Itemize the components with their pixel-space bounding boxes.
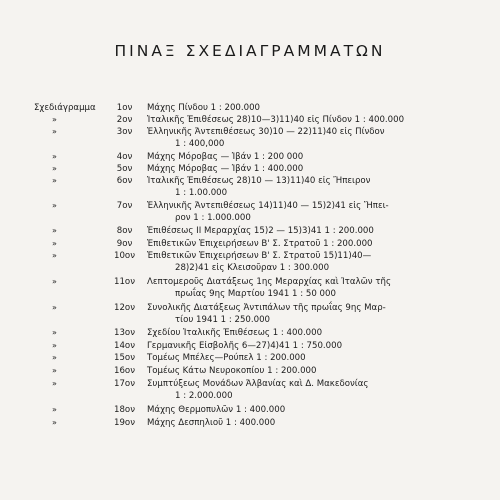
entry-description-continued: πρωΐας 9ης Μαρτίου 1941 1 : 50 000 bbox=[175, 289, 336, 299]
entry-description: Μάχης Δεσπηλιοῦ 1 : 400.000 bbox=[147, 418, 276, 428]
entry-number: 9ον bbox=[116, 239, 133, 249]
ditto-mark: » bbox=[52, 418, 57, 427]
ditto-mark: » bbox=[52, 328, 57, 337]
entry-number: 14ον bbox=[114, 341, 135, 351]
entry-description: Μάχης Μόροβας — Ἰβάν 1 : 200 000 bbox=[147, 152, 304, 162]
entry-number: 2ον bbox=[116, 115, 133, 125]
entry-description-continued: ρον 1 : 1.000.000 bbox=[175, 213, 251, 223]
entry-description: Μάχης Μόροβας — Ἰβάν 1 : 400.000 bbox=[147, 164, 304, 174]
ditto-mark: » bbox=[52, 303, 57, 312]
entry-description-continued: τίου 1941 1 : 250.000 bbox=[175, 315, 271, 325]
entry-description: Συνολικῆς Διατάξεως Ἀντιπάλων τῆς πρωΐας 9ης Μαρ- bbox=[147, 303, 386, 313]
entry-description: Σχεδίου Ἰταλικῆς Ἐπιθέσεως 1 : 400.000 bbox=[147, 328, 323, 338]
entry-number: 8ον bbox=[116, 226, 133, 236]
entry-description-continued: 1 : 2.000.000 bbox=[175, 391, 233, 401]
entry-number: 4ον bbox=[116, 152, 133, 162]
entry-number: 19ον bbox=[114, 418, 135, 428]
entry-number: 11ον bbox=[114, 277, 135, 287]
entry-description: Μάχης Θερμοπυλῶν 1 : 400.000 bbox=[147, 405, 286, 415]
ditto-mark: » bbox=[52, 127, 57, 136]
entry-description: Ἑλληνικῆς Ἀντεπιθέσεως 14)11)40 — 15)2)41 εἰς Ἤπει- bbox=[147, 201, 389, 211]
ditto-mark: » bbox=[52, 152, 57, 161]
entry-description: Συμπτύξεως Μονάδων Ἀλβανίας καὶ Δ. Μακεδονίας bbox=[147, 379, 369, 389]
entry-description: Γερμανικῆς Εἰσβολῆς 6—27)4)41 1 : 750.000 bbox=[147, 341, 343, 351]
entry-number: 1ον bbox=[116, 103, 133, 113]
ditto-mark: » bbox=[52, 277, 57, 286]
ditto-mark: » bbox=[52, 115, 57, 124]
ditto-mark: » bbox=[52, 405, 57, 414]
entry-description-continued: 28)2)41 εἰς Κλεισοῦραν 1 : 300.000 bbox=[175, 263, 330, 273]
entry-description: Ἰταλικῆς Ἐπιθέσεως 28)10—3)11)40 εἰς Πίνδον 1 : 400.000 bbox=[147, 115, 405, 125]
entry-number: 15ον bbox=[114, 353, 135, 363]
ditto-mark: » bbox=[52, 176, 57, 185]
entry-number: 13ον bbox=[114, 328, 135, 338]
entry-description: Τομέως Μπέλες—Ρούπελ 1 : 200.000 bbox=[147, 353, 306, 363]
ditto-mark: » bbox=[52, 239, 57, 248]
ditto-mark: » bbox=[52, 366, 57, 375]
ditto-mark: » bbox=[52, 164, 57, 173]
ditto-mark: » bbox=[52, 353, 57, 362]
entry-description: Ἐπιθετικῶν Ἐπιχειρήσεων Β' Σ. Στρατοῦ 15)11)40— bbox=[147, 251, 372, 261]
entry-description: Ἐπιθετικῶν Ἐπιχειρήσεων Β' Σ. Στρατοῦ 1 : 200.000 bbox=[147, 239, 373, 249]
entry-description-continued: 1 : 1.00.000 bbox=[175, 188, 228, 198]
entry-number: 17ον bbox=[114, 379, 135, 389]
ditto-mark: » bbox=[52, 379, 57, 388]
entry-description: Λεπτομεροῦς Διατάξεως 1ης Μεραρχίας καὶ Ἰταλῶν τῆς bbox=[147, 277, 391, 287]
entry-description: Ἰταλικῆς Ἐπιθέσεως 28)10 — 13)11)40 εἰς Ἤπειρον bbox=[147, 176, 371, 186]
entry-description: Ἑλληνικῆς Ἀντεπιθέσεως 30)10 — 22)11)40 εἰς Πίνδον bbox=[147, 127, 385, 137]
entry-description-continued: 1 : 400,000 bbox=[175, 139, 225, 149]
entry-description: Ἐπιθέσεως ΙΙ Μεραρχίας 15)2 — 15)3)41 1 : 200.000 bbox=[147, 226, 374, 236]
entry-number: 6ον bbox=[116, 176, 133, 186]
ditto-mark: » bbox=[52, 341, 57, 350]
entry-description: Μάχης Πίνδου 1 : 200.000 bbox=[147, 103, 261, 113]
entry-number: 12ον bbox=[114, 303, 135, 313]
ditto-mark: » bbox=[52, 201, 57, 210]
entry-number: 3ον bbox=[116, 127, 133, 137]
entry-number: 7ον bbox=[116, 201, 133, 211]
entry-number: 5ον bbox=[116, 164, 133, 174]
ditto-mark: » bbox=[52, 251, 57, 260]
ditto-mark: » bbox=[52, 226, 57, 235]
entry-number: 18ον bbox=[114, 405, 135, 415]
page-title: ΠΙΝΑΞ ΣΧΕΔΙΑΓΡΑΜΜΑΤΩΝ bbox=[114, 42, 386, 60]
entry-description: Τομέως Κάτω Νευροκοπίου 1 : 200.000 bbox=[147, 366, 317, 376]
entry-number: 16ον bbox=[114, 366, 135, 376]
heading-label: Σχεδιάγραμμα bbox=[34, 103, 96, 113]
entry-number: 10ον bbox=[114, 251, 135, 261]
